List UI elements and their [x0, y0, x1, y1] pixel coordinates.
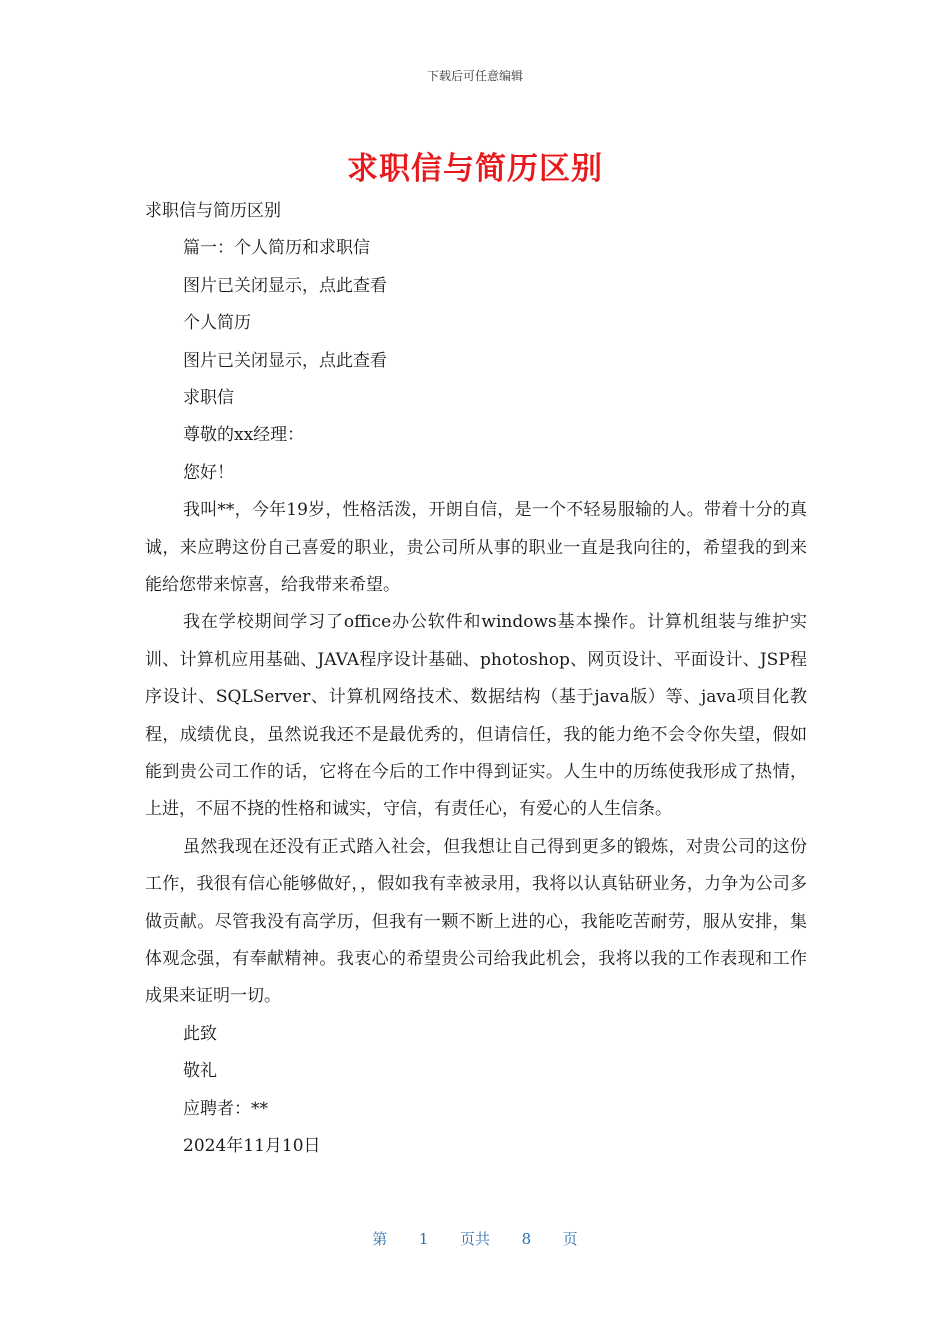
greeting: 您好！ — [183, 462, 234, 483]
document-title: 求职信与简历区别 — [347, 151, 603, 187]
image-placeholder-link[interactable]: 图片已关闭显示，点此查看 — [183, 350, 387, 371]
footer-mid-word: 页共 — [459, 1230, 490, 1248]
paragraph: 我叫**，今年19岁，性格活泼，开朗自信，是一个不轻易服输的人。带着十分的真诚，来应聘这份自己喜爱的职业，贵公司所从事的职业一直是我向往的，希望我的到来能给您带来惊喜，给我带来希望。 — [145, 500, 807, 595]
section-heading: 篇一：个人简历和求职信 — [183, 238, 370, 259]
paragraph: 我在学校期间学习了office办公软件和windows基本操作。计算机组装与维护实训、计算机应用基础、JAVA程序设计基础、photoshop、网页设计、平面设计、JSP程序设计、SQLServer、计算机网络技术、数据结构（基于java版）等、java项目化教程，成绩优良，虽然说我还不是最优秀的，但请信任，我的能力绝不会令你失望，假如能到贵公司工作的话，它将在今后的工作中得到证实。人生中的历练使我形成了热情，上进，不屈不挠的性格和诚实，守信，有责任心，有爱心的人生信条。 — [145, 612, 807, 820]
signature: 应聘者：** — [183, 1098, 268, 1119]
footer-current-page: 1 — [418, 1230, 429, 1248]
footer-end-word: 页 — [562, 1230, 578, 1248]
document-body — [145, 193, 807, 1165]
paragraph: 虽然我现在还没有正式踏入社会，但我想让自己得到更多的锻炼，对贵公司的这份工作，我很有信心能够做好，，假如我有幸被录用，我将以认真钻研业务，力争为公司多做贡献。尽管我没有高学历，但我有一颗不断上进的心，我能吃苦耐劳，服从安排，集体观念强，有奉献精神。我衷心的希望贵公司给我此机会，我将以我的工作表现和工作成果来证明一切。 — [145, 836, 807, 1007]
cover-letter-label: 求职信 — [183, 387, 234, 408]
footer-total-pages: 8 — [521, 1230, 532, 1248]
header-note: 下载后可任意编辑 — [426, 69, 523, 83]
subtitle: 求职信与简历区别 — [145, 201, 281, 221]
resume-label: 个人简历 — [183, 313, 251, 334]
closing-line: 敬礼 — [183, 1061, 217, 1082]
page-footer — [0, 1228, 950, 1249]
footer-page-word: 第 — [372, 1230, 388, 1248]
salutation: 尊敬的xx经理： — [183, 425, 305, 446]
closing-line: 此致 — [183, 1023, 217, 1044]
image-placeholder-link[interactable]: 图片已关闭显示，点此查看 — [183, 275, 387, 296]
date: 2024年11月10日 — [183, 1135, 321, 1156]
